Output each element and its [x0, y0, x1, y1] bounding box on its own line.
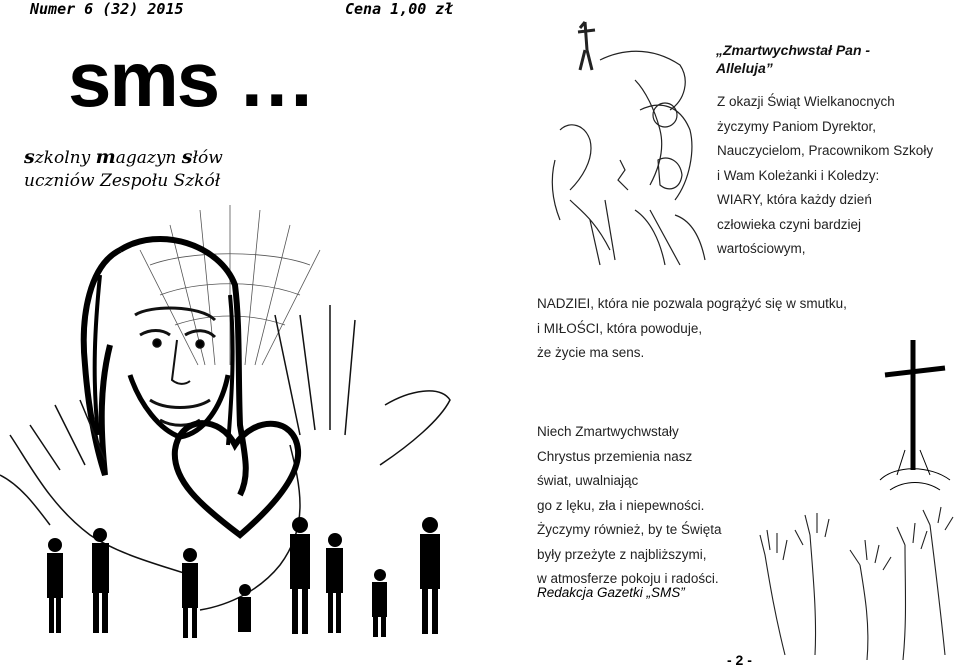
- greeting-line: że życie ma sens.: [537, 345, 645, 360]
- magazine-logo: sms …: [68, 35, 314, 123]
- subtitle-part: agazyn: [115, 148, 182, 168]
- greeting-block-1: [717, 90, 933, 262]
- greeting-line: NADZIEI, która nie pozwala pogrążyć się w smutku,: [537, 296, 847, 311]
- greeting-block-2: [537, 292, 847, 366]
- jesus-illustration: [0, 205, 470, 670]
- greeting-line: człowieka czyni bardziej: [717, 216, 862, 232]
- greeting-line: WIARY, która każdy dzień: [717, 192, 872, 207]
- greeting-line: Życzymy również, by te Święta: [537, 522, 722, 537]
- magazine-subtitle-line2: uczniów Zespołu Szkół: [24, 171, 221, 191]
- greeting-line: Niech Zmartwychwstały: [537, 424, 679, 439]
- raised-hands-illustration: [755, 505, 955, 665]
- issue-price: Cena 1,00 zł: [345, 0, 454, 18]
- greeting-line: Nauczycielom, Pracownikom Szkoły: [717, 143, 934, 158]
- subtitle-initial-s: s: [24, 146, 35, 168]
- greeting-line: i Wam Koleżanki i Koledzy:: [717, 167, 880, 183]
- resurrection-illustration: [540, 20, 710, 270]
- greeting-block-3: [537, 420, 722, 592]
- greeting-line: Chrystus przemienia nasz: [537, 448, 693, 464]
- magazine-subtitle-line1: [24, 146, 223, 169]
- greeting-line: Z okazji Świąt Wielkanocnych: [717, 94, 895, 109]
- greeting-line: w atmosferze pokoju i radości.: [537, 571, 719, 586]
- subtitle-part: zkolny: [34, 148, 96, 168]
- greeting-line: świat, uwalniając: [537, 473, 639, 488]
- article-motto: „Zmartwychwstał Pan - Alleluja”: [716, 42, 871, 76]
- greeting-line: go z lęku, zła i niepewności.: [537, 497, 705, 513]
- greeting-line: wartościowym,: [717, 241, 806, 256]
- page-number: - 2 -: [727, 652, 752, 668]
- subtitle-part: łów: [192, 148, 223, 168]
- subtitle-initial-m: m: [95, 146, 116, 168]
- article-signature: Redakcja Gazetki „SMS”: [537, 585, 685, 600]
- greeting-line: życzymy Paniom Dyrektor,: [717, 118, 877, 134]
- greeting-line: były przeżyte z najbliższymi,: [537, 546, 707, 562]
- issue-number: Numer 6 (32) 2015: [30, 0, 184, 18]
- subtitle-initial-s2: s: [181, 146, 193, 168]
- greeting-line: i MIŁOŚCI, która powoduje,: [537, 320, 703, 336]
- cross-illustration: [875, 330, 955, 500]
